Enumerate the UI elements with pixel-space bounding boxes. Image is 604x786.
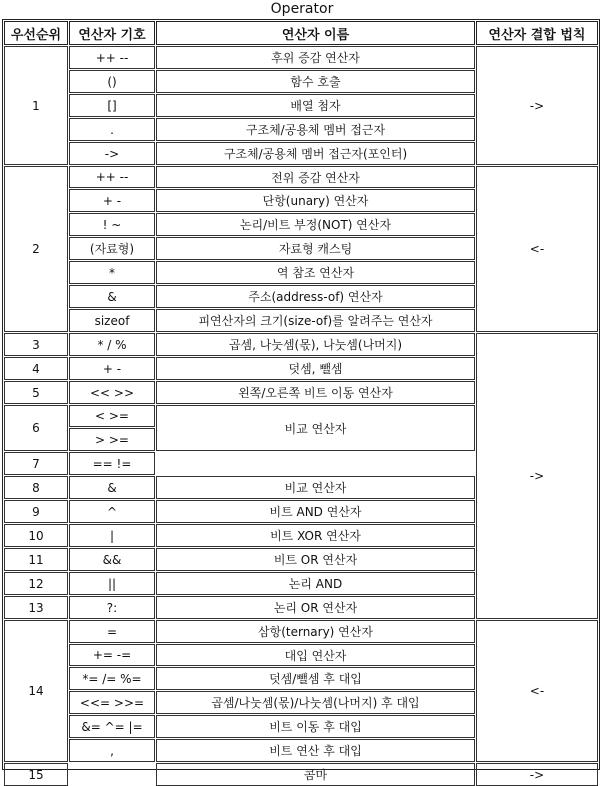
symbol-cell: .	[69, 118, 155, 141]
operator-name-cell: 덧셈/뺄셈 후 대입	[156, 667, 475, 690]
priority-cell: 12	[4, 572, 68, 595]
header-symbol: 연산자 기호	[69, 21, 155, 45]
operator-name-cell: 비교 연산자	[156, 405, 475, 451]
associativity-cell: ->	[476, 46, 598, 165]
symbol-cell: ,	[69, 739, 155, 762]
operator-name-cell: 논리 OR 연산자	[156, 596, 475, 619]
symbol-cell: > >=	[69, 428, 155, 451]
symbol-cell: + -	[69, 189, 155, 212]
symbol-cell: += -=	[69, 644, 155, 666]
operator-name-cell: 곱셈, 나눗셈(몫), 나눗셈(나머지)	[156, 333, 475, 356]
operator-name-cell: 논리/비트 부정(NOT) 연산자	[156, 213, 475, 236]
operator-name-cell: 단항(unary) 연산자	[156, 189, 475, 212]
symbol-cell: + -	[69, 357, 155, 380]
symbol-cell: sizeof	[69, 309, 155, 332]
symbol-cell: &	[69, 476, 155, 499]
operator-name-cell: 비트 AND 연산자	[156, 500, 475, 523]
symbol-cell: ++ --	[69, 166, 155, 188]
symbol-cell: ! ~	[69, 213, 155, 236]
priority-cell: 15	[4, 763, 68, 786]
symbol-cell: ->	[69, 142, 155, 165]
symbol-cell: []	[69, 94, 155, 117]
operator-name-cell: 후위 증감 연산자	[156, 46, 475, 69]
priority-cell: 5	[4, 381, 68, 404]
header-associativity: 연산자 결합 법칙	[476, 21, 598, 45]
operator-name-cell: 피연산자의 크기(size-of)를 알려주는 연산자	[156, 309, 475, 332]
priority-cell: 10	[4, 524, 68, 547]
operator-table	[2, 19, 600, 782]
priority-cell: 7	[4, 452, 68, 475]
operator-name-cell: 대입 연산자	[156, 644, 475, 666]
operator-name-cell: 논리 AND	[156, 572, 475, 595]
symbol-cell: *= /= %=	[69, 667, 155, 690]
priority-cell: 13	[4, 596, 68, 619]
priority-cell: 6	[4, 405, 68, 451]
operator-name-cell: 배열 첨자	[156, 94, 475, 117]
symbol-cell: =	[69, 620, 155, 643]
operator-name-cell: 구조체/공용체 멤버 접근자	[156, 118, 475, 141]
symbol-cell: *	[69, 261, 155, 284]
operator-name-cell: 비트 OR 연산자	[156, 548, 475, 571]
symbol-cell: ++ --	[69, 46, 155, 69]
operator-name-cell: 삼항(ternary) 연산자	[156, 620, 475, 643]
priority-cell: 11	[4, 548, 68, 571]
priority-cell: 2	[4, 166, 68, 332]
operator-name-cell: 비트 XOR 연산자	[156, 524, 475, 547]
symbol-cell: ()	[69, 70, 155, 93]
header-priority: 우선순위	[4, 21, 68, 45]
symbol-cell: <<= >>=	[69, 691, 155, 714]
table-caption: Operator	[270, 1, 334, 17]
operator-name-cell: 구조체/공용체 멤버 접근자(포인터)	[156, 142, 475, 165]
operator-name-cell: 곱셈/나눗셈(몫)/나눗셈(나머지) 후 대입	[156, 691, 475, 714]
operator-name-cell: 주소(address-of) 연산자	[156, 285, 475, 308]
priority-cell: 3	[4, 333, 68, 356]
priority-cell: 1	[4, 46, 68, 165]
symbol-cell: &= ^= |=	[69, 715, 155, 738]
priority-cell: 14	[4, 620, 68, 762]
operator-name-cell: 전위 증감 연산자	[156, 166, 475, 188]
priority-cell: 9	[4, 500, 68, 523]
symbol-cell: == !=	[69, 452, 155, 475]
associativity-cell: ->	[476, 763, 598, 786]
operator-name-cell: 역 참조 연산자	[156, 261, 475, 284]
operator-name-cell: 비교 연산자	[156, 476, 475, 499]
operator-name-cell: 덧셈, 뺄셈	[156, 357, 475, 380]
associativity-cell: <-	[476, 166, 598, 332]
operator-name-cell: 비트 연산 후 대입	[156, 739, 475, 762]
symbol-cell: &&	[69, 548, 155, 571]
symbol-cell: * / %	[69, 333, 155, 356]
symbol-cell: << >>	[69, 381, 155, 404]
header-name: 연산자 이름	[156, 21, 475, 45]
associativity-cell: <-	[476, 620, 598, 762]
symbol-cell: ^	[69, 500, 155, 523]
operator-name-cell: 자료형 캐스팅	[156, 237, 475, 260]
operator-name-cell: 콤마	[156, 763, 475, 786]
operator-name-cell: 함수 호출	[156, 70, 475, 93]
symbol-cell: ?:	[69, 596, 155, 619]
priority-cell: 4	[4, 357, 68, 380]
symbol-cell: ||	[69, 572, 155, 595]
operator-name-cell: 왼쪽/오른쪽 비트 이동 연산자	[156, 381, 475, 404]
symbol-cell: (자료형)	[69, 237, 155, 260]
operator-name-cell: 비트 이동 후 대입	[156, 715, 475, 738]
associativity-cell: ->	[476, 333, 598, 619]
priority-cell: 8	[4, 476, 68, 499]
symbol-cell: &	[69, 285, 155, 308]
symbol-cell: < >=	[69, 405, 155, 427]
symbol-cell: |	[69, 524, 155, 547]
